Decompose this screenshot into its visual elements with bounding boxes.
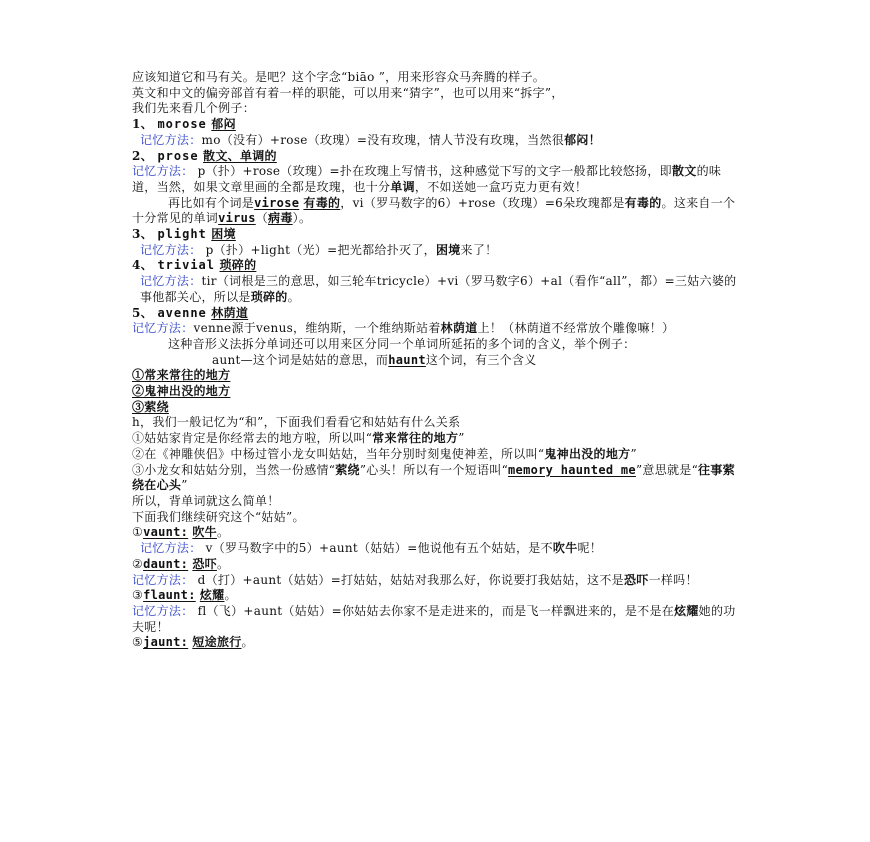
heading-word: avenne bbox=[157, 305, 207, 320]
aunt-text: aunt—这个词是姑姑的意思，而 bbox=[212, 352, 389, 367]
para-text: ，vi（罗马数字的6）+rose（玫瑰）=6朵玫瑰都是 bbox=[340, 195, 625, 210]
memo-label: 记忆方法： bbox=[140, 242, 202, 257]
intro-line-1: 应该知道它和马有关。是吧？这个字念“biāo ”，用来形容众马奔腾的样子。 bbox=[132, 70, 546, 84]
memo-label: 记忆方法： bbox=[132, 572, 194, 587]
document-body bbox=[132, 70, 742, 651]
phrase-memory-haunted-me: memory haunted me bbox=[508, 462, 636, 477]
memo-trivial bbox=[132, 274, 742, 305]
word-virus: virus bbox=[218, 211, 256, 226]
memo-end: 上！（林荫道不经常放个雕像嘛！） bbox=[477, 321, 675, 336]
word-heading-vaunt bbox=[132, 525, 742, 541]
heading-meaning: 林荫道 bbox=[211, 305, 249, 320]
virose-paragraph bbox=[132, 196, 742, 227]
memo-end: 一样吗！ bbox=[648, 572, 698, 587]
expl-text: ②在《神雕侠侣》中杨过管小龙女叫姑姑，当年分别时刻鬼使神差，所以叫“ bbox=[132, 446, 545, 461]
word-heading-morose bbox=[132, 117, 742, 133]
word-virose-meaning: 有毒的 bbox=[303, 195, 341, 210]
expl-bold: 鬼神出没的地方 bbox=[544, 446, 631, 461]
memo-label: 记忆方法： bbox=[132, 321, 194, 336]
heading-word: plight bbox=[157, 227, 207, 242]
heading-number: 3、 bbox=[132, 227, 153, 242]
memo-end: 呢！ bbox=[577, 541, 603, 556]
expl-text: ” bbox=[630, 446, 637, 461]
intro-line-2: 英文和中文的偏旁部首有着一样的职能，可以用来“猜字”，也可以用来“拆字”， bbox=[132, 85, 564, 100]
memo-plight bbox=[132, 243, 742, 259]
word-heading-plight bbox=[132, 227, 742, 243]
word-heading-prose bbox=[132, 149, 742, 165]
para-text: ）。 bbox=[292, 211, 312, 226]
memo-bold: 吹牛 bbox=[552, 541, 578, 556]
expl-text: ③小龙女和姑姑分别，当然一份感情“ bbox=[132, 462, 336, 477]
heading-number: ⑤ bbox=[132, 635, 144, 650]
para-text: 。这来自一个十分常见的单词 bbox=[132, 195, 736, 226]
split-paragraph: 这种音形义法拆分单词还可以用来区分同一个单词所延拓的多个词的含义，举个例子： bbox=[168, 336, 636, 351]
memo-text: 的味道，当然，如果文章里画的全都是玫瑰，也十分 bbox=[132, 164, 722, 194]
memo-bold: 散文 bbox=[671, 164, 697, 179]
expl-bold: 常来常往的地方 bbox=[372, 431, 459, 446]
heading-number: 4、 bbox=[132, 258, 153, 273]
expl-text: ” bbox=[181, 478, 188, 493]
heading-meaning: 琐碎的 bbox=[219, 258, 257, 273]
heading-meaning: 短途旅行 bbox=[192, 635, 242, 650]
memo-label: 记忆方法： bbox=[140, 274, 202, 289]
aunt-line bbox=[132, 353, 742, 369]
word-heading-jaunt bbox=[132, 635, 742, 651]
explanation-1 bbox=[132, 431, 742, 447]
expl-bold: 往事萦绕在心头 bbox=[132, 462, 735, 493]
heading-word: daunt: bbox=[143, 556, 189, 571]
heading-end: 。 bbox=[216, 525, 230, 540]
heading-meaning: 郁闷 bbox=[211, 117, 236, 132]
heading-word: trivial bbox=[157, 258, 216, 273]
memo-text: ，不如送她一盒巧克力更有效！ bbox=[414, 179, 588, 194]
memo-end: 来了！ bbox=[460, 242, 498, 257]
heading-meaning: 困境 bbox=[211, 227, 236, 242]
memo-bold: 郁闷 bbox=[564, 132, 589, 147]
memo-text: fl（飞）+aunt（姑姑）=你姑姑去你家不是走进来的，而是飞一样飘进来的，是不是在 bbox=[193, 603, 675, 618]
memo-daunt bbox=[132, 573, 742, 589]
memo-end: 她的功夫呢！ bbox=[132, 603, 736, 634]
heading-meaning: 恐吓 bbox=[192, 556, 217, 571]
word-virose: virose bbox=[254, 195, 300, 210]
memo-text: mo（没有）+rose（玫瑰）=没有玫瑰，情人节没有玫瑰，当然很 bbox=[201, 132, 565, 147]
aunt-text: 这个词，有三个含义 bbox=[425, 352, 537, 367]
expl-text: ①姑姑家肯定是你经常去的地方啦，所以叫“ bbox=[132, 431, 373, 446]
memo-text: v（罗马数字中的5）+aunt（姑姑）=他说他有五个姑姑，是不 bbox=[201, 541, 553, 556]
h-line: h，我们一般记忆为“和”，下面我们看看它和姑姑有什么关系 bbox=[132, 415, 461, 430]
memo-bold: 恐吓 bbox=[623, 572, 649, 587]
para-bold: 有毒的 bbox=[624, 195, 662, 210]
heading-number: 1、 bbox=[132, 117, 153, 132]
memo-bold: 困境 bbox=[435, 242, 461, 257]
heading-meaning: 炫耀 bbox=[199, 588, 225, 603]
memo-end: ！ bbox=[588, 132, 601, 147]
memo-text: tir（词根是三的意思，如三轮车tricycle）+vi（罗马数字6）+al（看作“all”，都）=三姑六婆的事他都关心，所以是 bbox=[140, 274, 737, 304]
word-heading-avenne bbox=[132, 306, 742, 322]
heading-word: jaunt: bbox=[143, 635, 189, 650]
memo-text: d（打）+aunt（姑姑）=打姑姑，姑姑对我那么好，你说要打我姑姑，这不是 bbox=[193, 572, 624, 587]
word-haunt: haunt bbox=[388, 352, 426, 367]
memo-bold: 炫耀 bbox=[674, 603, 699, 618]
word-virus-meaning: 病毒 bbox=[268, 211, 293, 226]
memo-end: 。 bbox=[287, 289, 300, 304]
next-line: 下面我们继续研究这个“姑姑”。 bbox=[132, 509, 305, 524]
heading-word: prose bbox=[157, 148, 199, 163]
heading-meaning: 散文、单调的 bbox=[203, 148, 277, 163]
memo-label: 记忆方法： bbox=[140, 541, 202, 556]
heading-word: morose bbox=[157, 117, 207, 132]
explanation-2 bbox=[132, 447, 742, 463]
expl-text: ”意思就是“ bbox=[635, 462, 699, 477]
word-heading-trivial bbox=[132, 258, 742, 274]
meaning-1: ①常来常往的地方 bbox=[132, 368, 231, 383]
memo-label: 记忆方法： bbox=[132, 603, 194, 618]
memo-vaunt bbox=[132, 541, 742, 557]
heading-number: ③ bbox=[132, 588, 144, 603]
memo-text: venne源于venus，维纳斯，一个维纳斯站着 bbox=[193, 321, 441, 336]
heading-number: ② bbox=[132, 556, 144, 571]
memo-morose bbox=[132, 133, 742, 149]
memo-bold: 单调 bbox=[390, 179, 415, 194]
heading-number: ① bbox=[132, 525, 144, 540]
meaning-3: ③萦绕 bbox=[132, 399, 169, 414]
heading-word: vaunt: bbox=[143, 525, 189, 540]
memo-flaunt bbox=[132, 604, 742, 635]
memo-label: 记忆方法： bbox=[140, 132, 202, 147]
heading-word: flaunt: bbox=[143, 588, 196, 603]
memo-text: p（扑）+light（光）=把光都给扑灭了， bbox=[201, 242, 436, 257]
expl-text: ”心头！所以有一个短语叫“ bbox=[359, 462, 509, 477]
word-heading-flaunt bbox=[132, 588, 742, 604]
para-text: （ bbox=[255, 211, 269, 226]
memo-bold: 林荫道 bbox=[440, 321, 478, 336]
expl-text: ” bbox=[458, 431, 465, 446]
memo-label: 记忆方法： bbox=[132, 164, 194, 179]
heading-end: 。 bbox=[224, 588, 237, 603]
heading-end: 。 bbox=[216, 556, 230, 571]
memo-prose bbox=[132, 164, 742, 195]
heading-end: 。 bbox=[241, 635, 254, 650]
meaning-2: ②鬼神出没的地方 bbox=[132, 384, 231, 399]
word-heading-daunt bbox=[132, 557, 742, 573]
so-line: 所以，背单词就这么简单！ bbox=[132, 493, 280, 508]
heading-number: 5、 bbox=[132, 305, 153, 320]
para-text: 再比如有个词是 bbox=[168, 195, 255, 210]
memo-avenne bbox=[132, 321, 742, 337]
explanation-3 bbox=[132, 463, 742, 494]
intro-line-3: 我们先来看几个例子： bbox=[132, 101, 256, 116]
memo-bold: 琐碎的 bbox=[250, 289, 288, 304]
memo-text: p（扑）+rose（玫瑰）=扑在玫瑰上写情书，这种感觉下写的文字一般都比较悠扬，即 bbox=[193, 164, 672, 179]
heading-meaning: 吹牛 bbox=[192, 525, 217, 540]
heading-number: 2、 bbox=[132, 148, 153, 163]
expl-bold: 萦绕 bbox=[335, 462, 360, 477]
